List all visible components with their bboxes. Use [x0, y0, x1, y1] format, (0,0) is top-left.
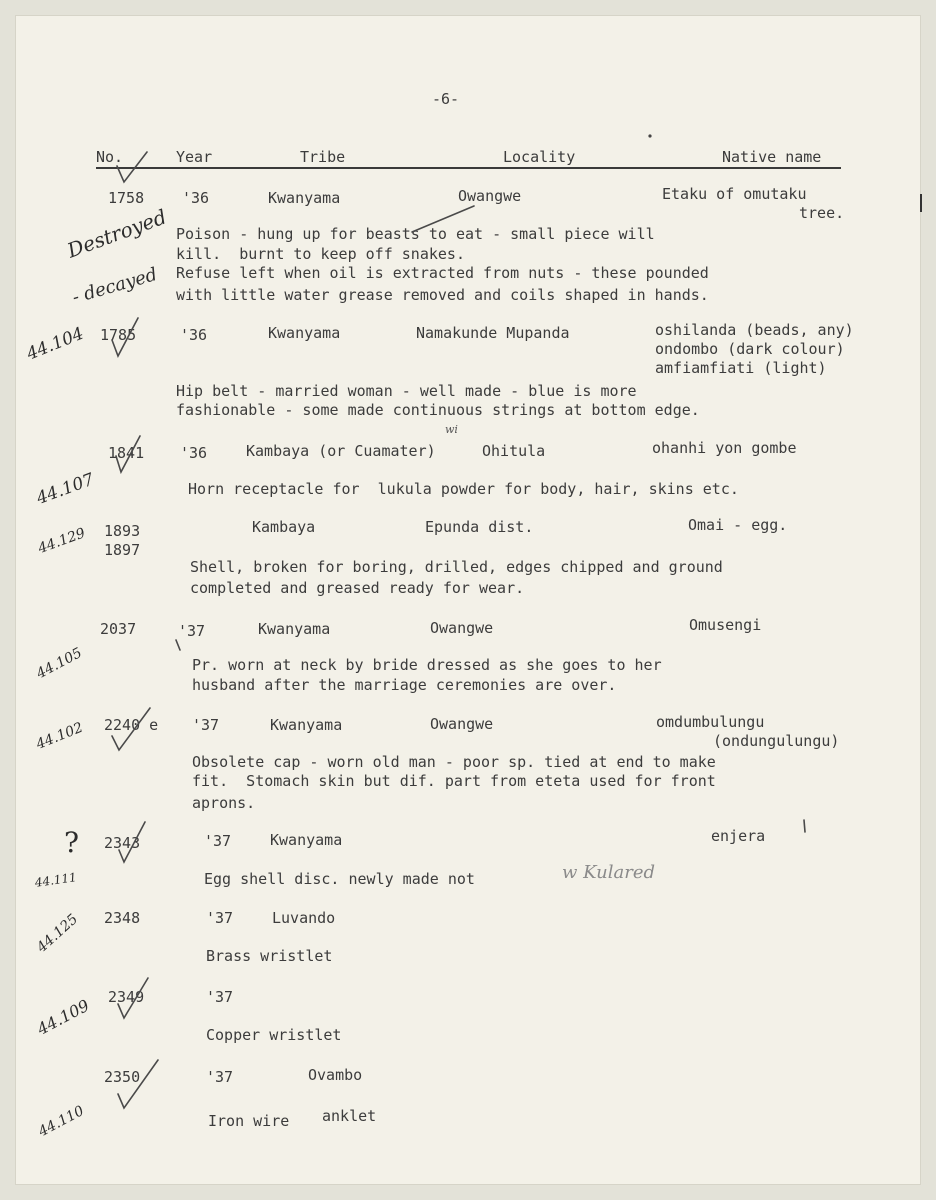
- handwritten-annotation: 44.110: [36, 1102, 87, 1141]
- entry-year: '36: [180, 444, 208, 462]
- entry-description: Copper wristlet: [206, 1026, 342, 1044]
- header-year: Year: [176, 148, 213, 166]
- entry-year: '37: [206, 988, 234, 1006]
- entry-tribe: Ovambo: [308, 1066, 363, 1084]
- entry-number: 1758: [108, 189, 145, 207]
- entry-number: 2350: [104, 1068, 141, 1086]
- entry-tribe: Kambaya: [252, 518, 316, 536]
- entry-native-name: Omai - egg.: [688, 516, 788, 534]
- margin-mark: [920, 194, 922, 212]
- entry-description: completed and greased ready for wear.: [190, 579, 525, 597]
- entry-description: Iron wire: [208, 1112, 290, 1130]
- entry-native-name: ondombo (dark colour): [655, 340, 845, 358]
- entry-description: anklet: [322, 1107, 377, 1125]
- entry-description: Shell, broken for boring, drilled, edges chipped and ground: [190, 558, 723, 576]
- entry-description: Obsolete cap - worn old man - poor sp. tied at end to make: [192, 753, 716, 771]
- entry-tribe: Kambaya (or Cuamater): [246, 442, 436, 460]
- entry-locality: Owangwe: [430, 619, 494, 637]
- handwritten-annotation: - decayed: [70, 263, 160, 309]
- handwritten-annotation: 44.125: [34, 911, 82, 956]
- entry-description: fit. Stomach skin but dif. part from eteta used for front: [192, 772, 716, 790]
- handwritten-annotation: 44.105: [34, 644, 85, 683]
- entry-number: 2343: [104, 834, 141, 852]
- entry-locality: Namakunde Mupanda: [416, 324, 570, 342]
- entry-number: 1785: [100, 326, 137, 344]
- handwritten-annotation: 44.104: [24, 323, 87, 365]
- entry-year: '37: [206, 909, 234, 927]
- pencil-note: w Kulared: [562, 862, 656, 883]
- entry-description: Horn receptacle for lukula powder for body, hair, skins etc.: [188, 480, 739, 498]
- handwritten-annotation: ?: [64, 826, 80, 859]
- entry-year: '36: [180, 326, 208, 344]
- entry-number: 1841: [108, 444, 145, 462]
- entry-description: husband after the marriage ceremonies are over.: [192, 676, 617, 694]
- entry-description: Brass wristlet: [206, 947, 333, 965]
- entry-native-name: Omusengi: [689, 616, 762, 634]
- entry-year: '37: [206, 1068, 234, 1086]
- entry-description: Egg shell disc. newly made not: [204, 870, 475, 888]
- entry-year: '37: [192, 716, 220, 734]
- entry-number: 2240 e: [104, 716, 159, 734]
- entry-year: '37: [204, 832, 232, 850]
- entry-description: fashionable - some made continuous strings at bottom edge.: [176, 401, 700, 419]
- handwritten-annotation: 44.129: [36, 525, 88, 558]
- entry-tribe: Luvando: [272, 909, 336, 927]
- entry-native-name: ohanhi yon gombe: [652, 439, 797, 457]
- entry-description: Refuse left when oil is extracted from nuts - these pounded: [176, 264, 709, 282]
- inserted-correction: wi: [445, 423, 458, 436]
- entry-year: '36: [182, 189, 210, 207]
- entry-number: 1893: [104, 522, 141, 540]
- entry-tribe: Kwanyama: [270, 716, 343, 734]
- entry-description: Pr. worn at neck by bride dressed as she goes to her: [192, 656, 662, 674]
- entry-tribe: Kwanyama: [268, 324, 341, 342]
- entry-description: with little water grease removed and coils shaped in hands.: [176, 286, 709, 304]
- page-number: -6-: [432, 90, 460, 108]
- entry-native-name: tree.: [799, 204, 845, 222]
- header-native-name: Native name: [722, 148, 822, 166]
- entry-locality: Owangwe: [458, 187, 522, 205]
- entry-number: 2349: [108, 988, 145, 1006]
- entry-description: kill. burnt to keep off snakes.: [176, 245, 465, 263]
- entry-locality: Epunda dist.: [425, 518, 534, 536]
- handwritten-annotation: 44.109: [34, 995, 93, 1039]
- handwritten-annotation: 44.111: [34, 870, 78, 890]
- entry-native-name: omdumbulungu: [656, 713, 765, 731]
- entry-number: 2348: [104, 909, 141, 927]
- entry-native-name: oshilanda (beads, any): [655, 321, 854, 339]
- entry-native-name: enjera: [711, 827, 766, 845]
- entry-locality: Owangwe: [430, 715, 494, 733]
- handwritten-annotation: 44.102: [34, 719, 86, 753]
- entry-tribe: Kwanyama: [268, 189, 341, 207]
- handwritten-annotation: 44.107: [34, 469, 97, 509]
- entry-native-name: amfiamfiati (light): [655, 359, 827, 377]
- header-no: No.: [96, 148, 124, 166]
- entry-tribe: Kwanyama: [258, 620, 331, 638]
- entry-native-name: Etaku of omutaku: [662, 185, 807, 203]
- entry-locality: Ohitula: [482, 442, 546, 460]
- entry-number: 2037: [100, 620, 137, 638]
- entry-year: '37: [178, 622, 206, 640]
- entry-description: aprons.: [192, 794, 256, 812]
- entry-number: 1897: [104, 541, 141, 559]
- entry-native-name: (ondungulungu): [713, 732, 840, 750]
- header-tribe: Tribe: [300, 148, 346, 166]
- header-underline: [96, 167, 841, 169]
- entry-description: Poison - hung up for beasts to eat - small piece will: [176, 225, 655, 243]
- entry-description: Hip belt - married woman - well made - blue is more: [176, 382, 637, 400]
- handwritten-annotation: Destroyed: [64, 204, 170, 263]
- header-locality: Locality: [503, 148, 576, 166]
- entry-tribe: Kwanyama: [270, 831, 343, 849]
